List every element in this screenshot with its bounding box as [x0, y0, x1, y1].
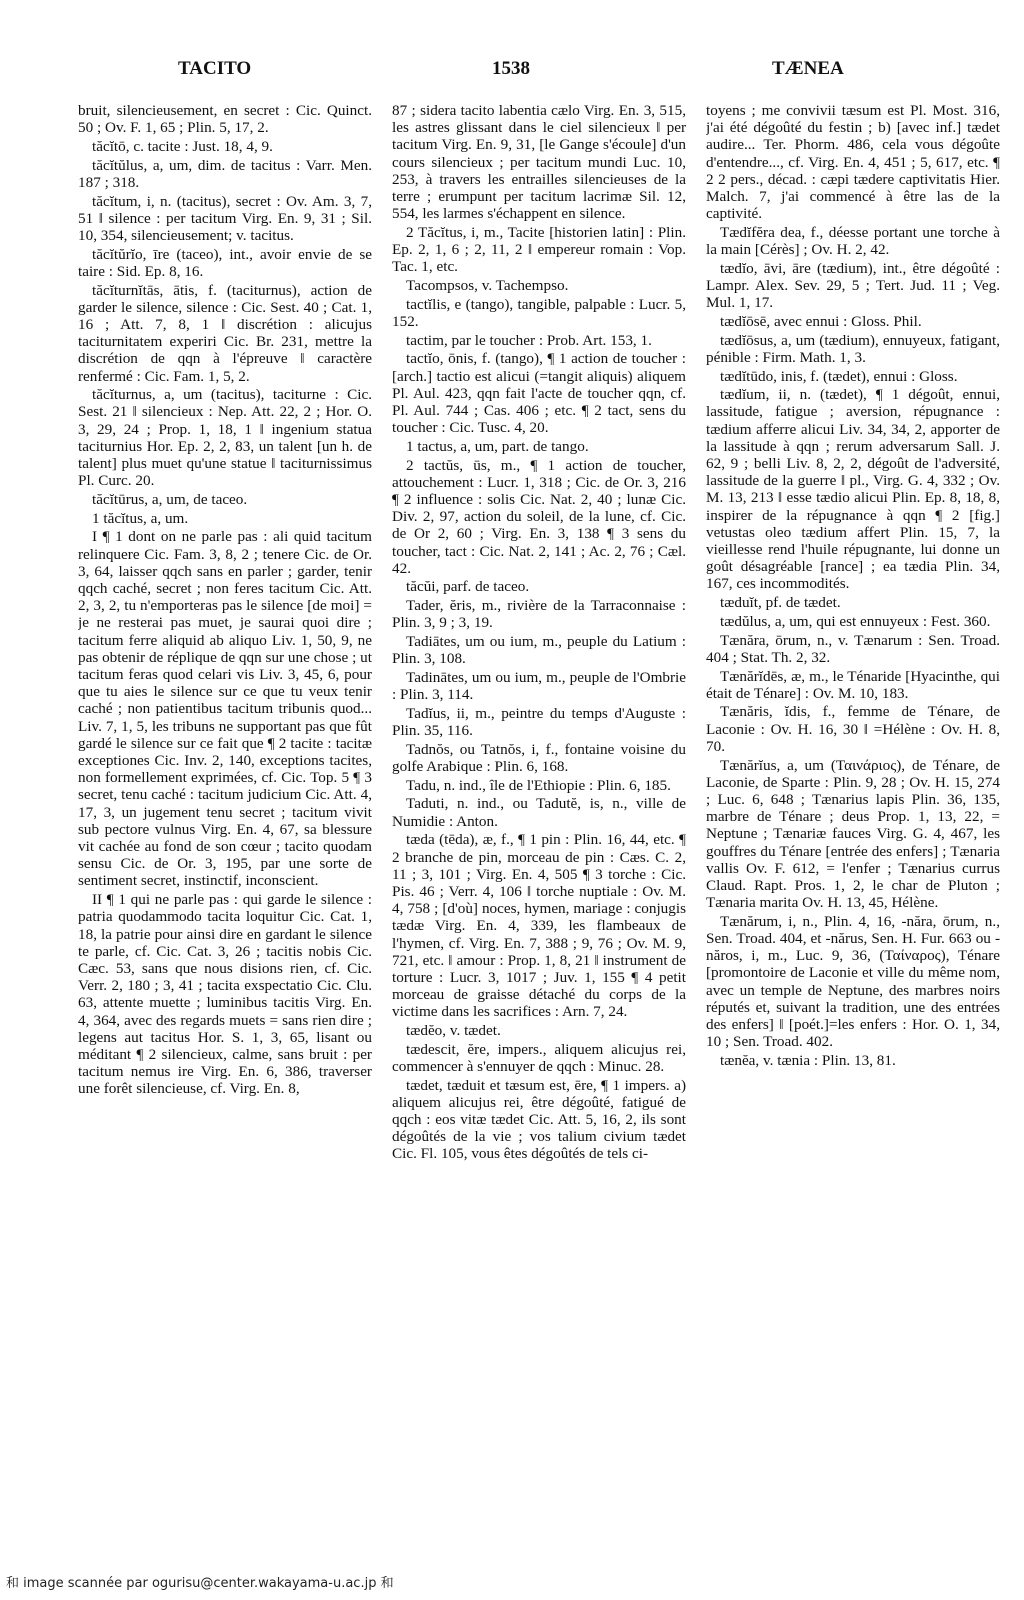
dictionary-entry: 87 ; sidera tacito labentia cælo Virg. En. 3, 515, les astres glissant dans le ciel silencieux ‖ per tacitum Virg. En. 9, 31, [le Gange s'écoule] d'un cours silencieux ; per tacitum mundi Luc. 10, 253, à travers les entrailles silencieuses de la terre ; erumpunt per tacitum lacrimæ Sil. 12, 554, les larmes s'échappent en silence. [392, 102, 686, 223]
dictionary-entry: tædet, tæduit et tæsum est, ēre, ¶ 1 impers. a) aliquem alicujus rei, être dégoûté, fatigué de qqch : eos vitæ tædet Cic. Att. 5, 16, 2, ils sont dégoûtés de la vie ; vos talium civium tædet Cic. Fl. 105, vous êtes dégoûtés de tels ci- [392, 1076, 686, 1163]
dictionary-entry: Tadiātes, um ou ium, m., peuple du Latium : Plin. 3, 108. [392, 633, 686, 668]
dictionary-entry: Tædĭfĕra dea, f., déesse portant une torche à la main [Cérès] ; Ov. H. 2, 42. [706, 223, 1000, 259]
dictionary-entry: tædĭōsus, a, um (tædium), ennuyeux, fatigant, pénible : Firm. Math. 1, 3. [706, 331, 1000, 366]
dictionary-entry: tăcĭtūrus, a, um, de taceo. [92, 490, 248, 508]
dictionary-entry: 1 tactus, a, um, part. de tango. [406, 437, 589, 455]
dictionary-entry: Tadinātes, um ou ium, m., peuple de l'Ombrie : Plin. 3, 114. [392, 669, 686, 704]
column-2 [392, 102, 686, 1542]
dictionary-entry: Tader, ĕris, m., rivière de la Tarraconnaise : Plin. 3, 9 ; 3, 19. [392, 597, 686, 632]
dictionary-entry: tædĭo, āvi, āre (tædium), int., être dégoûté : Lampr. Alex. Sev. 29, 5 ; Tert. Jud. 11 ; Veg. Mul. 1, 17. [706, 259, 1000, 312]
dictionary-entry: tænĕa, v. tænia : Plin. 13, 81. [720, 1051, 896, 1069]
dictionary-entry: Tadnŏs, ou Tatnŏs, i, f., fontaine voisine du golfe Arabique : Plin. 6, 168. [392, 740, 686, 776]
dictionary-entry: Tacompsos, v. Tachempso. [406, 277, 569, 295]
dictionary-entry: tæduĭt, pf. de tædet. [720, 594, 841, 612]
dictionary-entry: tăcĭtō, c. tacite : Just. 18, 4, 9. [92, 137, 273, 155]
dictionary-entry: tăcŭi, parf. de taceo. [406, 578, 530, 596]
dictionary-entry: Tænărĭus, a, um (Ταινάριος), de Ténare, de Laconie, de Sparte : Plin. 9, 28 ; Ov. H. 15, 274 ; Luc. 6, 648 ; Tænarius lapis Plin. 36, 135, marbre de Ténare ; deus Prop. 1, 13, 22, = Neptune ; Tænariæ fauces Virg. G. 4, 467, les gouffres du Ténare [entrée des enfers] ; Tænaria vallis Ov. F. 612, = l'enfer ; Tænarius currus Claud. Rapt. Pros. 1, 2, le char de Pluton ; Tænaria marita Ov. H. 13, 45, Hélène. [706, 756, 1000, 912]
dictionary-entry: tăcĭtŭlus, a, um, dim. de tacitus : Varr. Men. 187 ; 318. [78, 156, 372, 191]
dictionary-entry: Taduti, n. ind., ou Tadutĕ, is, n., ville de Numidie : Anton. [392, 795, 686, 830]
scan-credit: 和 image scannée par ogurisu@center.wakayama-u.ac.jp 和 [6, 1576, 394, 1591]
dictionary-entry: Tadu, n. ind., île de l'Ethiopie : Plin. 6, 185. [406, 776, 671, 794]
dictionary-entry: II ¶ 1 qui ne parle pas : qui garde le silence : patria quodammodo tacita loquitur Cic. Cat. 1, 18, la patrie pour ainsi dire en gardant le silence te parle, cf. Cic. Cat. 3, 26 ; tacitis nobis Cic. Cæc. 53, sans que nous disions rien, cf. Cic. Verr. 2, 180 ; 3, 41 ; tacita exspectatio Cic. Clu. 63, attente muette ; luminibus tacitis Virg. En. 4, 364, avec des regards muets = sans rien dire ; legens aut tacitus Hor. S. 1, 3, 65, lisant ou méditant ¶ 2 silencieux, calme, sans bruit : per tacitum nemus ire Virg. En. 6, 386, traverser une forêt silencieuse, cf. Virg. En. 8, [78, 891, 372, 1098]
dictionary-entry: tăcĭturnus, a, um (tacitus), taciturne : Cic. Sest. 21 ‖ silencieux : Nep. Att. 22, 2 ; Hor. O. 3, 29, 24 ; Prop. 1, 18, 1 ‖ ingenium statua taciturnius Hor. Ep. 2, 2, 83, un talent [un h. de talent] plus muet qu'une statue ‖ taciturnissimus Pl. Curc. 20. [78, 386, 372, 490]
dictionary-entry: tăcĭtŭrĭo, īre (taceo), int., avoir envie de se taire : Sid. Ep. 8, 16. [78, 245, 372, 280]
text-columns [78, 102, 1020, 1542]
dictionary-entry: 2 tactŭs, ūs, m., ¶ 1 action de toucher, attouchement : Lucr. 1, 318 ; Cic. de Or. 3, 216 ¶ 2 influence : solis Cic. Nat. 2, 40 ; lunæ Cic. Div. 2, 97, action du soleil, de la lune, cf. Cic. de Or 2, 60 ; Virg. En. 3, 138 ¶ 3 sens du toucher, tact : Cic. Nat. 2, 141 ; Ac. 2, 76 ; Cæl. 42. [392, 456, 686, 577]
dictionary-entry: tædĕo, v. tædet. [406, 1022, 501, 1040]
dictionary-entry: tædŭlus, a, um, qui est ennuyeux : Fest. 360. [720, 612, 991, 630]
dictionary-entry: tædĭōsē, avec ennui : Gloss. Phil. [720, 312, 922, 330]
header-right-word: TÆNEA [772, 58, 844, 79]
dictionary-entry: tædescit, ĕre, impers., aliquem alicujus rei, commencer à s'ennuyer de qqch : Minuc. 28. [392, 1040, 686, 1075]
dictionary-entry: 1 tăcĭtus, a, um. [92, 509, 189, 527]
dictionary-entry: Tænăra, ōrum, n., v. Tænarum : Sen. Troad. 404 ; Stat. Th. 2, 32. [706, 631, 1000, 666]
dictionary-entry: Tænărum, i, n., Plin. 4, 16, -năra, ōrum, n., Sen. Troad. 404, et -nărus, Sen. H. Fur. 663 ou -năros, i, m., Luc. 9, 36, (Ταίναρος), Ténare [promontoire de Laconie et ville du même nom, avec un temple de Neptune, des marbres noirs réputés et, suivant la tradition, une des entrées des enfers] ‖ [poét.]=les enfers : Hor. O. 1, 34, 10 ; Sen. Troad. 402. [706, 912, 1000, 1051]
dictionary-entry: I ¶ 1 dont on ne parle pas : ali quid tacitum relinquere Cic. Fam. 3, 8, 2 ; tenere Cic. de Or. 3, 64, laisser qqch sans en parler ; garder, tenir qqch caché, secret ; non feres tacitum Cic. Att. 2, 3, 2, tu n'emporteras pas le silence [de moi] = je ne resterai pas muet, je saurai quoi dire ; tacitum ferre aliquid ab aliquo Liv. 1, 50, 9, ne pas obtenir de réplique de qqn sur une chose ; ut tacitum feras quod celari vis Liv. 3, 45, 6, pour que tu aies le silence sur ce que tu veux tenir caché ; non patientibus tacitum tribunis quod... Liv. 7, 1, 5, les tribuns ne supportant pas que fût gardé le silence sur ce fait que ¶ 2 tacite : tacitæ exceptiones Cic. Inv. 2, 140, exceptions tacites, non formellement exprimées, cf. Cic. Top. 5 ¶ 3 secret, tenu caché : tacitum judicium Cic. Att. 4, 17, 3, un jugement tenu secret ; tacitum vivit sub pectore vulnus Virg. En. 4, 67, sa blessure vit cachée au fond de son cœur ; tacito quodam sensu Cic. de Or. 3, 195, par une sorte de sentiment secret, instinctif, inconscient. [78, 528, 372, 890]
column-1 [78, 102, 372, 1542]
dictionary-entry: Tadĭus, ii, m., peintre du temps d'Auguste : Plin. 35, 116. [392, 704, 686, 740]
dictionary-entry: tæda (tēda), æ, f., ¶ 1 pin : Plin. 16, 44, etc. ¶ 2 branche de pin, morceau de pin : Cæs. C. 2, 11 ; 3, 101 ; Virg. En. 4, 505 ¶ 3 torche : Cic. Pis. 46 ; Verr. 4, 106 ‖ torche nuptiale : Ov. M. 4, 758 ; [d'où] noces, hymen, mariage : conjugis tædæ Virg. En. 4, 339, les flambeaux de l'hymen, cf. Virg. En. 7, 388 ; 9, 76 ; Ov. M. 9, 721, etc. ‖ amour : Prop. 1, 8, 21 ‖ instrument de torture : Lucr. 3, 1017 ; Juv. 1, 155 ¶ 4 petit morceau de graisse détaché du corps de la victime dans les sacrifices : Arn. 7, 24. [392, 831, 686, 1021]
dictionary-entry: tactĭlis, e (tango), tangible, palpable : Lucr. 5, 152. [392, 295, 686, 330]
page-number: 1538 [492, 58, 530, 79]
dictionary-entry: tactĭo, ōnis, f. (tango), ¶ 1 action de toucher : [arch.] tactio est alicui (=tangit aliquis) aliquem Pl. Aul. 423, qqn fait l'acte de toucher qqn, cf. Pl. Aul. 744 ; Cas. 406 ; etc. ¶ 2 tact, sens du toucher : Cic. Tusc. 4, 20. [392, 350, 686, 437]
dictionary-entry: tăcĭtum, i, n. (tacitus), secret : Ov. Am. 3, 7, 51 ‖ silence : per tacitum Virg. En. 9, 31 ; Sil. 10, 354, silencieusement; v. tacitus. [78, 192, 372, 244]
dictionary-entry: tædĭtūdo, inis, f. (tædet), ennui : Gloss. [720, 367, 958, 385]
page-header [60, 58, 994, 88]
column-3 [706, 102, 1000, 1542]
dictionary-entry: bruit, silencieusement, en secret : Cic. Quinct. 50 ; Ov. F. 1, 65 ; Plin. 5, 17, 2. [78, 102, 372, 137]
dictionary-entry: tactim, par le toucher : Prob. Art. 153, 1. [406, 331, 652, 349]
dictionary-entry: 2 Tăcĭtus, i, m., Tacite [historien latin] : Plin. Ep. 2, 1, 6 ; 2, 11, 2 ‖ empereur romain : Vop. Tac. 1, etc. [392, 223, 686, 276]
dictionary-entry: tăcĭturnĭtās, ātis, f. (taciturnus), action de garder le silence, silence : Cic. Sest. 40 ; Cat. 1, 16 ; Att. 7, 8, 1 ‖ discrétion : alicujus taciturnitatem experiri Cic. Br. 231, mettre la discrétion de qqn à l'épreuve ‖ caractère renfermé : Cic. Fam. 1, 5, 2. [78, 281, 372, 385]
header-left-word: TACITO [178, 58, 252, 79]
dictionary-entry: toyens ; me convivii tæsum est Pl. Most. 316, j'ai été dégoûté du festin ; b) [avec inf.] tædet audire... Ter. Phorm. 486, cela vous dégoûte d'entendre..., cf. Virg. En. 4, 451 ; 5, 617, etc. ¶ 2 2 pers., décad. : cæpi tædere captivitatis Hier. Malch. 7, j'ai commencé à être las de la captivité. [706, 102, 1000, 223]
dictionary-entry: Tænărĭdēs, æ, m., le Ténaride [Hyacinthe, qui était de Ténare] : Ov. M. 10, 183. [706, 667, 1000, 702]
dictionary-entry: tædĭum, ii, n. (tædet), ¶ 1 dégoût, ennui, lassitude, fatigue ; aversion, répugnance : tædium afferre alicui Liv. 34, 34, 2, apporter de la lassitude à qqn ; rerum adversarum Sall. J. 62, 9 ; belli Liv. 8, 2, 2, dégoût de l'adversité, lassitude de la guerre ‖ pl., Virg. G. 4, 332 ; Ov. M. 13, 213 ‖ esse tædio alicui Plin. Ep. 8, 18, 8, inspirer de la répugnance à qqn ¶ 2 [fig.] vetustas oleo tædium affert Plin. 15, 7, la vieillesse rend l'huile répugnante, lui donne un goût désagréable [rance] ; ea tædia Plin. 34, 167, ces incommodités. [706, 386, 1000, 593]
dictionary-entry: Tænăris, ĭdis, f., femme de Ténare, de Laconie : Ov. H. 16, 30 ‖ =Hélène : Ov. H. 8, 70. [706, 703, 1000, 755]
